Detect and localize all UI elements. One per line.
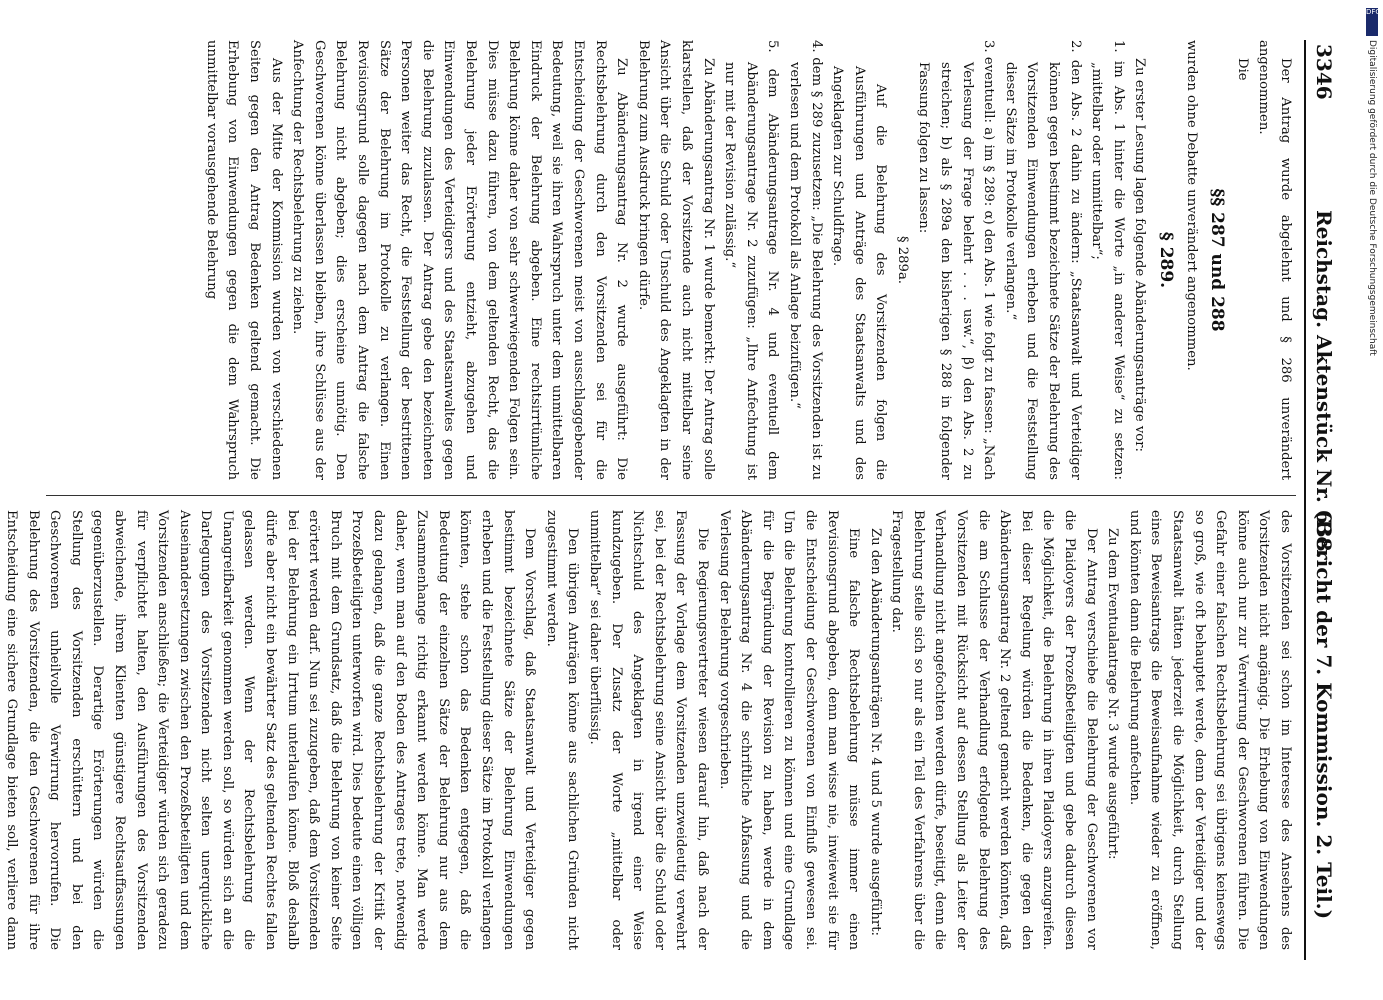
paragraph: des Vorsitzenden sei schon im Interesse des Ansehens des Vorsitzenden nicht angängig. Die Erhebung von Einwendungen könne auch nur zur Verwirrung der Geschworenen führen. Die Gefahr einer falschen Rechtsbelehrung sei übrigens keineswegs so groß, wie oft behauptet werde, denn der Verteidiger und der Staatsanwalt hätten jederzeit die Möglichkeit, durch Stellung eines Beweisantrags die Beweisaufnahme wieder zu eröffnen, und könnten dann die Belehrung anfechten. [1126, 510, 1293, 950]
list-item: 4. dem § 289 zuzusetzen: „Die Belehrung des Vorsitzenden ist zu verlesen und dem Protokoll als Anlage beizufügen.“ [786, 40, 824, 480]
digitization-note [1363, 40, 1381, 1000]
paragraph: Den übrigen Anträgen könne aus sachlichen Gründen nicht zugestimmt werden. [543, 510, 581, 950]
section-heading: § 289a. [894, 235, 910, 284]
header-title: Reichstag. Aktenstück Nr. 638. [1312, 210, 1336, 559]
paragraph: Der Antrag wurde abgelehnt und § 286 unverändert angenommen. [1256, 40, 1293, 480]
dfg-logo [1366, 8, 1381, 36]
paragraph: wurden ohne Debatte unverändert angenommen. [1183, 40, 1199, 371]
rotated-content [3, 40, 1340, 960]
section-heading: §§ 287 und 288 [1207, 188, 1228, 332]
digitization-note-text: Digitalisierung gefördert durch die Deutsche Forschungsgemeinschaft [1367, 40, 1377, 356]
left-column [46, 40, 1296, 480]
paragraph: Eine falsche Rechtsbelehrung müsse immer einen Revisionsgrund abgeben, denn man wisse nie, inwieweit sie für die Entscheidung der Geschworenen von Einfluß gewesen sei. Um die Belehrung kontrollieren zu können und eine Grundlage für die Begründung der Revision zu haben, werde in dem Abänderungsantrag Nr. 4 die schriftliche Abfassung und die Verlesung der Belehrung vorgeschrieben. [716, 510, 862, 950]
paragraph: Die [1234, 58, 1250, 81]
paragraph: Aus der Mitte der Kommission wurden von verschiedenen Seiten gegen den Antrag Bedenken geltend gemacht. Die Erhebung von Einwendungen gegen die dem Wahrspruch unmittelbar vorausgehende Belehrung [203, 40, 284, 480]
paragraph: Dem Vorschlag, daß Staatsanwalt und Verteidiger gegen bestimmt bezeichnete Sätze der Belehrung Einwendungen erheben und die Feststellung dieser Sätze im Protokoll verlangen könnten, stehe schon das Bedenken entgegen, daß die Bedeutung der einzelnen Sätze der Belehrung nur aus dem Zusammenhange richtig erkannt werden könne. Man werde daher, wenn man auf den Boden des Antrages trete, notwendig dazu gelangen, daß die ganze Rechtsbelehrung der Kritik der Prozeßbeteiligten unterworfen wird. Dies bedeute einen völligen Bruch mit dem Grundsatz, daß die Belehrung von keiner Seite erörtert werden darf. Nun sei zuzugeben, daß dem Vorsitzenden bei der Belehrung ein Irrtum unterlaufen könne. Bloß deshalb dürfe aber nicht ein bewährter Satz des geltenden Rechtes fallen gelassen werden. Wenn der Rechtsbelehrung die Unangreifbarkeit genommen werden soll, so würden sich an die Darlegungen des Vorsitzenden nicht selten unerquickliche Auseinandersetzungen zwischen den Prozeßbeteiligten und dem Vorsitzenden anschließen; die Verteidiger würden sich geradezu für verpflichtet halten, den Ausführungen des Vorsitzenden abweichende, ihrem Klienten günstigere Rechtsauffassungen gegenüberzustellen. Derartige Erörterungen würden die Stellung des Vorsitzenden erschüttern und bei den Geschworenen unheilvolle Verwirrung hervorrufen. Die Belehrung des Vorsitzenden, die den Geschworenen für ihre Entscheidung eine sichere Grundlage bieten soll, verliere dann [3, 510, 538, 950]
list-item: 2. den Abs. 2 dahin zu ändern: „Staatsanwalt und Verteidiger können gegen bestimmt bezeichnete Sätze der Belehrung des Vorsitzenden Einwendungen erheben und die Feststellung dieser Sätze im Protokolle verlangen.“ [1002, 40, 1083, 480]
dfg-logo-text: DFG [1366, 8, 1381, 16]
paragraph: Zu den Abänderungsanträgen Nr. 4 und 5 wurde ausgeführt: [867, 528, 883, 936]
paragraph: Zu Abänderungsantrag Nr. 2 wurde ausgeführt: Die Rechtsbelehrung durch den Vorsitzenden sei für die Entscheidung der Geschworenen meist von ausschlaggebender Bedeutung, weil sie ihren Wahrspruch unter dem unmittelbaren Eindruck der Belehrung abgeben. Eine rechtsirrtümliche Belehrung könne daher von sehr schwerwiegenden Folgen sein. Dies müsse dazu führen, von dem geltenden Recht, das die Belehrung jeder Erörterung entzieht, abzugehen und Einwendungen des Verteidigers und des Staatsanwaltes gegen die Belehrung zuzulassen. Der Antrag gebe den bezeichneten Personen weiter das Recht, die Feststellung der bestrittenen Sätze der Belehrung im Protokolle zu verlangen. Einen Revisionsgrund solle dagegen nach dem Antrag die falsche Belehrung nicht abgeben; dies erscheine unnötig. Den Geschworenen könne überlassen bleiben, ihre Schlüsse aus der Anfechtung der Rechtsbelehrung zu ziehen. [290, 40, 630, 480]
paragraph: Auf die Belehrung des Vorsitzenden folgen die Ausführungen und Anträge des Staatsanwalts und des Angeklagten zur Schuldfrage. [830, 66, 889, 480]
page-header [1304, 40, 1340, 960]
paragraph: Der Antrag verschiebe die Belehrung der Geschworenen vor die Plaidoyers der Prozeßbeteiligten und gebe dadurch diesen die Möglichkeit, die Belehrung in ihren Plaidoyers anzugreifen. Bei dieser Regelung würden die Bedenken, die gegen den Abänderungsantrag Nr. 2 geltend gemacht werden könnten, daß die am Schlusse der Verhandlung erfolgende Belehrung des Vorsitzenden mit Rücksicht auf dessen Stellung als Leiter der Verhandlung nicht angefochten werden dürfe, beseitigt, denn die Belehrung stelle sich so nur als ein Teil des Verfahrens über die Fragestellung dar. [889, 510, 1099, 950]
header-subtitle: (Bericht der 7. Kommission. 2. Teil.) [1312, 510, 1336, 920]
section-heading: § 289. [1156, 231, 1177, 289]
paragraph: Zu Abänderungsantrag Nr. 1 wurde bemerkt: Der Antrag solle klarstellen, daß der Vorsitzende auch nicht mittelbar seine Ansicht über die Schuld oder Unschuld des Angeklagten in der Belehrung zum Ausdruck bringen dürfe. [635, 40, 716, 480]
right-column [3, 510, 1296, 950]
column-divider [46, 495, 1296, 496]
list-item: 3. eventuell: a) im § 289: α) den Abs. 1 wie folgt zu fassen: „Nach Verlesung der Frage belehrt . . . usw.“, β) den Abs. 2 zu streichen; b) als § 289a den bisherigen § 288 in folgender Fassung folgen zu lassen: [916, 40, 997, 480]
paragraph: Zu erster Lesung lagen folgende Abänderungsanträge vor: [1132, 58, 1148, 452]
paragraph: Die Regierungsvertreter wiesen darauf hin, daß nach der Fassung der Vorlage dem Vorsitzenden unzweideutig verwehrt sei, bei der Rechtsbelehrung seine Ansicht über die Schuld oder Nichtschuld des Angeklagten in irgend einer Weise kundzugeben. Der Zusatz der Worte „mittelbar oder unmittelbar“ sei daher überflüssig. [587, 510, 710, 950]
list-item: 5. dem Abänderungsantrage Nr. 4 und eventuell dem Abänderungsantrage Nr. 2 zuzufügen: „Ihre Anfechtung ist nur mit der Revision zulässig.“ [722, 40, 781, 480]
list-item: 1. im Abs. 1 hinter die Worte „in anderer Weise“ zu setzen: „mittelbar oder unmittelbar“; [1089, 40, 1126, 480]
page-number: 3346 [1312, 44, 1336, 100]
paragraph: Zu dem Eventualantrage Nr. 3 wurde ausgeführt: [1105, 528, 1121, 860]
